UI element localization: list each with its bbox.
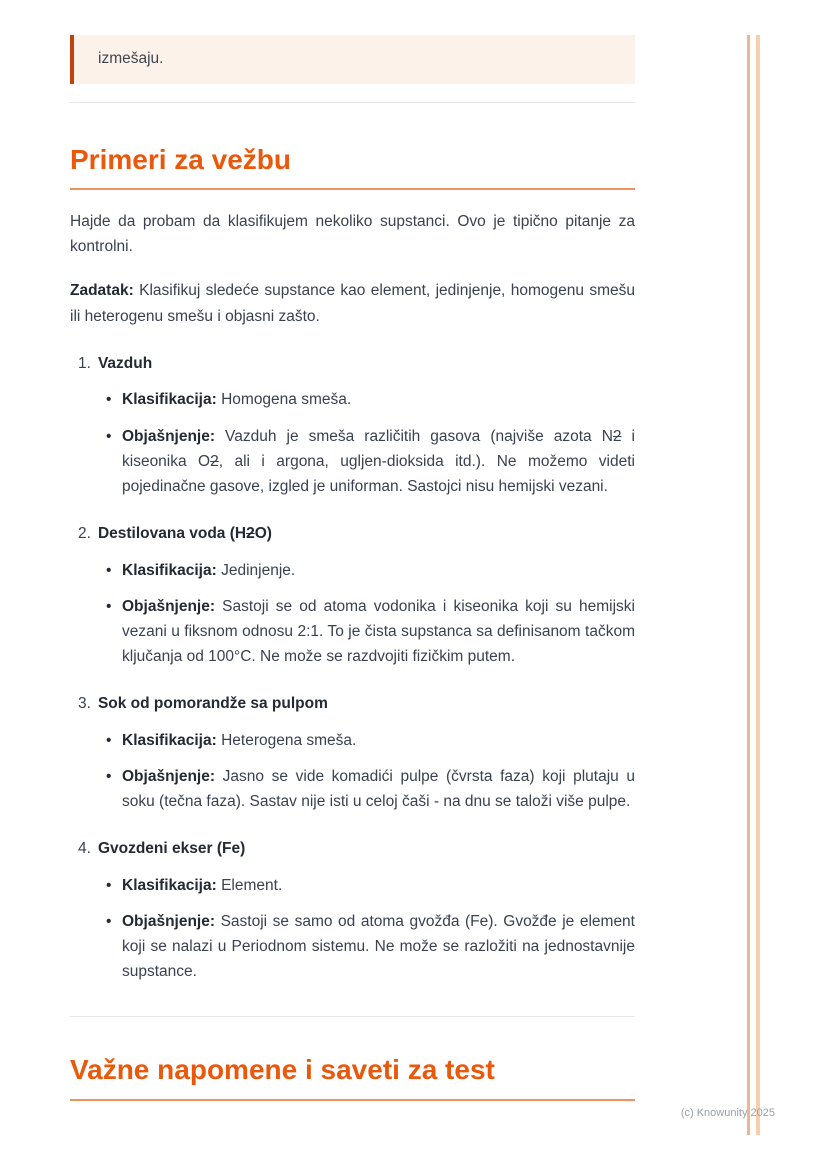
- bullet-item: [122, 424, 635, 499]
- list-item-vazduh: [70, 352, 635, 499]
- list-item-title-text: Sok od pomorandže sa pulpom: [97, 695, 328, 713]
- task-label: Zadatak:: [70, 282, 134, 300]
- list-item-voda: [70, 522, 635, 669]
- bullet-item: [122, 909, 635, 984]
- bullet-item: [122, 594, 635, 669]
- bullet-list: [70, 558, 635, 669]
- list-item-title: [70, 837, 635, 862]
- bullet-text: Element.: [216, 877, 283, 895]
- heading-underline: [70, 1099, 635, 1101]
- bullet-item: [122, 764, 635, 814]
- callout-note: [70, 35, 635, 84]
- bullet-label: Klasifikacija:: [122, 561, 217, 579]
- bullet-text: Heterogena smeša.: [216, 731, 357, 749]
- section-heading-notes: Važne napomene i saveti za test: [70, 1054, 495, 1086]
- numbered-list: [70, 352, 635, 985]
- list-item-title-text: Vazduh: [97, 354, 153, 372]
- bullet-text: Sastoji se samo od atoma gvožđa (Fe). Gvožđe je element koji se nalazi u Periodnom sistemu. Ne može se razložiti na jednostavnije supstance.: [122, 913, 635, 981]
- bullet-text: Homogena smeša.: [216, 391, 352, 409]
- page-edge-line-right: [756, 35, 760, 1135]
- bullet-item: [122, 558, 635, 583]
- bullet-text: , ali i argona, ugljen-dioksida itd.). Ne možemo videti pojedinačne gasove, izgled je uniforman. Sastojci nisu hemijski vezani.: [122, 452, 635, 495]
- task-text: Klasifikuj sledeće supstance kao element, jedinjenje, homogenu smešu ili heterogenu smešu i objasni zašto.: [70, 282, 635, 325]
- bullet-list: [70, 387, 635, 498]
- bullet-item: [122, 387, 635, 412]
- section-heading-practice: Primeri za vežbu: [70, 143, 291, 175]
- callout-text: izmešaju.: [98, 50, 164, 67]
- document-content: [70, 35, 635, 1101]
- list-item-number: 2.: [78, 524, 91, 542]
- bullet-label: Objašnjenje:: [122, 913, 216, 931]
- list-item-title: [70, 352, 635, 377]
- title-text: O): [254, 524, 272, 542]
- watermark-text: (c) Knowunity 2025: [680, 1107, 775, 1119]
- bullet-text: Jedinjenje.: [216, 561, 296, 579]
- bullet-text: Vazduh je smeša različitih gasova (najviše azota N: [215, 427, 613, 445]
- bullet-list: [70, 728, 635, 814]
- list-item-title: [70, 522, 635, 547]
- bullet-label: Objašnjenje:: [122, 597, 216, 615]
- bullet-text: i kiseonika O: [122, 427, 636, 470]
- bullet-item: [122, 873, 635, 898]
- list-item-number: 4.: [78, 840, 91, 858]
- bullet-label: Objašnjenje:: [122, 427, 216, 445]
- subscript-strike: 2: [246, 524, 255, 542]
- list-item-number: 3.: [78, 695, 91, 713]
- bullet-label: Klasifikacija:: [122, 731, 217, 749]
- subscript-strike: 2: [612, 427, 622, 445]
- bullet-label: Objašnjenje:: [122, 768, 216, 785]
- bullet-label: Klasifikacija:: [122, 877, 217, 895]
- heading-underline: [70, 188, 635, 190]
- subscript-strike: 2: [210, 452, 219, 470]
- title-text: Destilovana voda (H: [97, 524, 247, 542]
- bullet-text: Jasno se vide komadići pulpe (čvrsta faza) koji plutaju u soku (tečna faza). Sastav nije isti u celoj čaši - na dnu se taloži više pulpe.: [122, 768, 635, 811]
- intro-paragraph: Hajde da probam da klasifikujem nekoliko supstanci. Ovo je tipično pitanje za kontrolni.: [70, 213, 635, 256]
- list-item-title: [70, 692, 635, 717]
- bullet-list: [70, 873, 635, 984]
- list-item-title-text: [98, 525, 272, 542]
- section-divider: [70, 1016, 635, 1017]
- bullet-item: [122, 728, 635, 753]
- list-item-ekser: [70, 837, 635, 984]
- list-item-title-text: Gvozdeni ekser (Fe): [97, 840, 246, 858]
- bullet-label: Klasifikacija:: [122, 391, 217, 409]
- page-edge-line-left: [747, 35, 750, 1135]
- task-paragraph: [70, 278, 635, 328]
- list-item-number: 1.: [78, 354, 91, 372]
- list-item-sok: [70, 692, 635, 814]
- bullet-text: Sastoji se od atoma vodonika i kiseonika koji su hemijski vezani u fiksnom odnosu 2:1. To je čista supstanca sa definisanom tačkom ključanja od 100°C. Ne može se razdvojiti fizičkim putem.: [122, 597, 635, 665]
- section-divider: [70, 102, 635, 103]
